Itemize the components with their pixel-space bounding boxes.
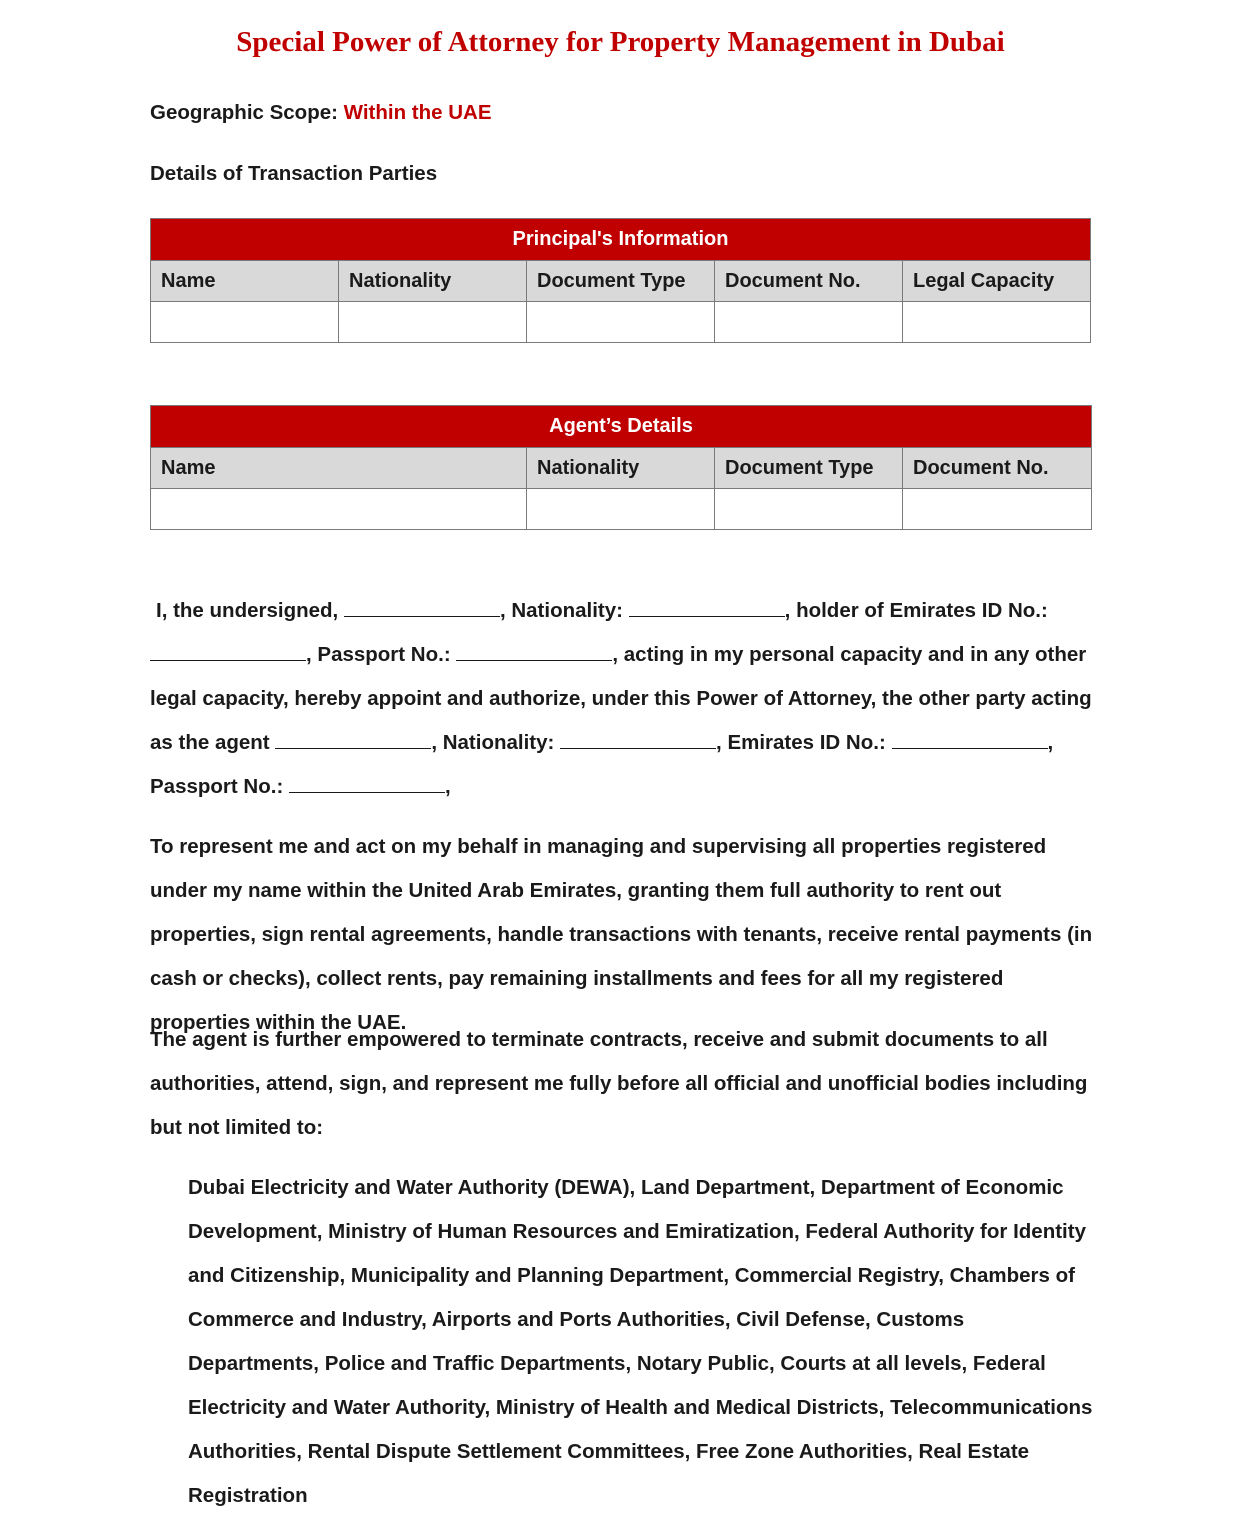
parties-heading: Details of Transaction Parties: [150, 162, 438, 185]
principal-col-document-type: Document Type: [527, 261, 715, 302]
document-title: Special Power of Attorney for Property Management in Dubai: [236, 26, 1005, 58]
representation-paragraph: To represent me and act on my behalf in managing and supervising all properties registered under my name within the United Arab Emirates, granting them full authority to rent out properties, sign rental agreements, handle transactions with tenants, receive rental payments (in cash or checks), collect rents, pay remaining installments and fees for all my registered properties within the UAE.: [150, 835, 1093, 1034]
principal-header-row: [151, 261, 1091, 302]
declaration-text-6: , Nationality:: [431, 731, 555, 754]
principal-name-cell[interactable]: [151, 302, 339, 343]
principal-nationality-cell[interactable]: [339, 302, 527, 343]
scope-label: Geographic Scope:: [150, 101, 338, 124]
principal-nationality-blank[interactable]: [629, 598, 785, 617]
principal-col-legal-capacity: Legal Capacity: [903, 261, 1091, 302]
agent-header-row: [151, 448, 1092, 489]
agent-passport-blank[interactable]: [289, 774, 445, 793]
declaration-text-8: , Passport No.:: [150, 731, 1054, 798]
agent-entry-row: [151, 489, 1092, 530]
scope-value: Within the UAE: [343, 101, 492, 124]
principal-document-no-cell[interactable]: [715, 302, 903, 343]
declaration-paragraph: [150, 589, 1095, 809]
declaration-text-2: , Nationality:: [499, 599, 623, 622]
agent-col-name: Name: [151, 448, 527, 489]
principal-entry-row: [151, 302, 1091, 343]
declaration-text-1: I, the undersigned,: [156, 599, 339, 622]
agent-table: [150, 405, 1092, 530]
agent-nationality-blank[interactable]: [560, 730, 716, 749]
principal-name-blank[interactable]: [344, 598, 500, 617]
principal-emirates-id-blank[interactable]: [150, 642, 306, 661]
agent-document-no-cell[interactable]: [903, 489, 1092, 530]
agent-document-type-cell[interactable]: [715, 489, 903, 530]
agent-powers-paragraph: The agent is further empowered to terminate contracts, receive and submit documents to all authorities, attend, sign, and represent me fully before all official and unofficial bodies including but not limited to:: [150, 1028, 1088, 1139]
agent-name-blank[interactable]: [275, 730, 431, 749]
principal-col-document-no: Document No.: [715, 261, 903, 302]
principal-table-title: Principal's Information: [151, 219, 1091, 261]
declaration-text-3: , holder of Emirates ID No.:: [784, 599, 1048, 622]
principal-document-type-cell[interactable]: [527, 302, 715, 343]
principal-col-nationality: Nationality: [339, 261, 527, 302]
agent-emirates-id-blank[interactable]: [892, 730, 1048, 749]
declaration-text-9: ,: [444, 775, 451, 798]
declaration-text-7: , Emirates ID No.:: [716, 731, 886, 754]
agent-col-document-no: Document No.: [903, 448, 1092, 489]
declaration-text-5: , acting in my personal capacity and in any other legal capacity, hereby appoint and authorize, under this Power of Attorney, the other party acting as the agent: [150, 643, 1092, 754]
authorities-list: Dubai Electricity and Water Authority (DEWA), Land Department, Department of Economic Development, Ministry of Human Resources and Emiratization, Federal Authority for Identity and Citizenship, Municipality and Planning Department, Commercial Registry, Chambers of Commerce and Industry, Airports and Ports Authorities, Civil Defense, Customs Departments, Police and Traffic Departments, Notary Public, Courts at all levels, Federal Electricity and Water Authority, Ministry of Health and Medical Districts, Telecommunications Authorities, Rental Dispute Settlement Committees, Free Zone Authorities, Real Estate Registration: [188, 1176, 1093, 1507]
agent-nationality-cell[interactable]: [527, 489, 715, 530]
principal-passport-blank[interactable]: [456, 642, 612, 661]
principal-col-name: Name: [151, 261, 339, 302]
principal-legal-capacity-cell[interactable]: [903, 302, 1091, 343]
agent-name-cell[interactable]: [151, 489, 527, 530]
agent-col-document-type: Document Type: [715, 448, 903, 489]
principal-table: [150, 218, 1091, 343]
geographic-scope: [150, 101, 492, 125]
declaration-text-4: , Passport No.:: [306, 643, 451, 666]
agent-col-nationality: Nationality: [527, 448, 715, 489]
agent-table-title: Agent’s Details: [151, 406, 1092, 448]
